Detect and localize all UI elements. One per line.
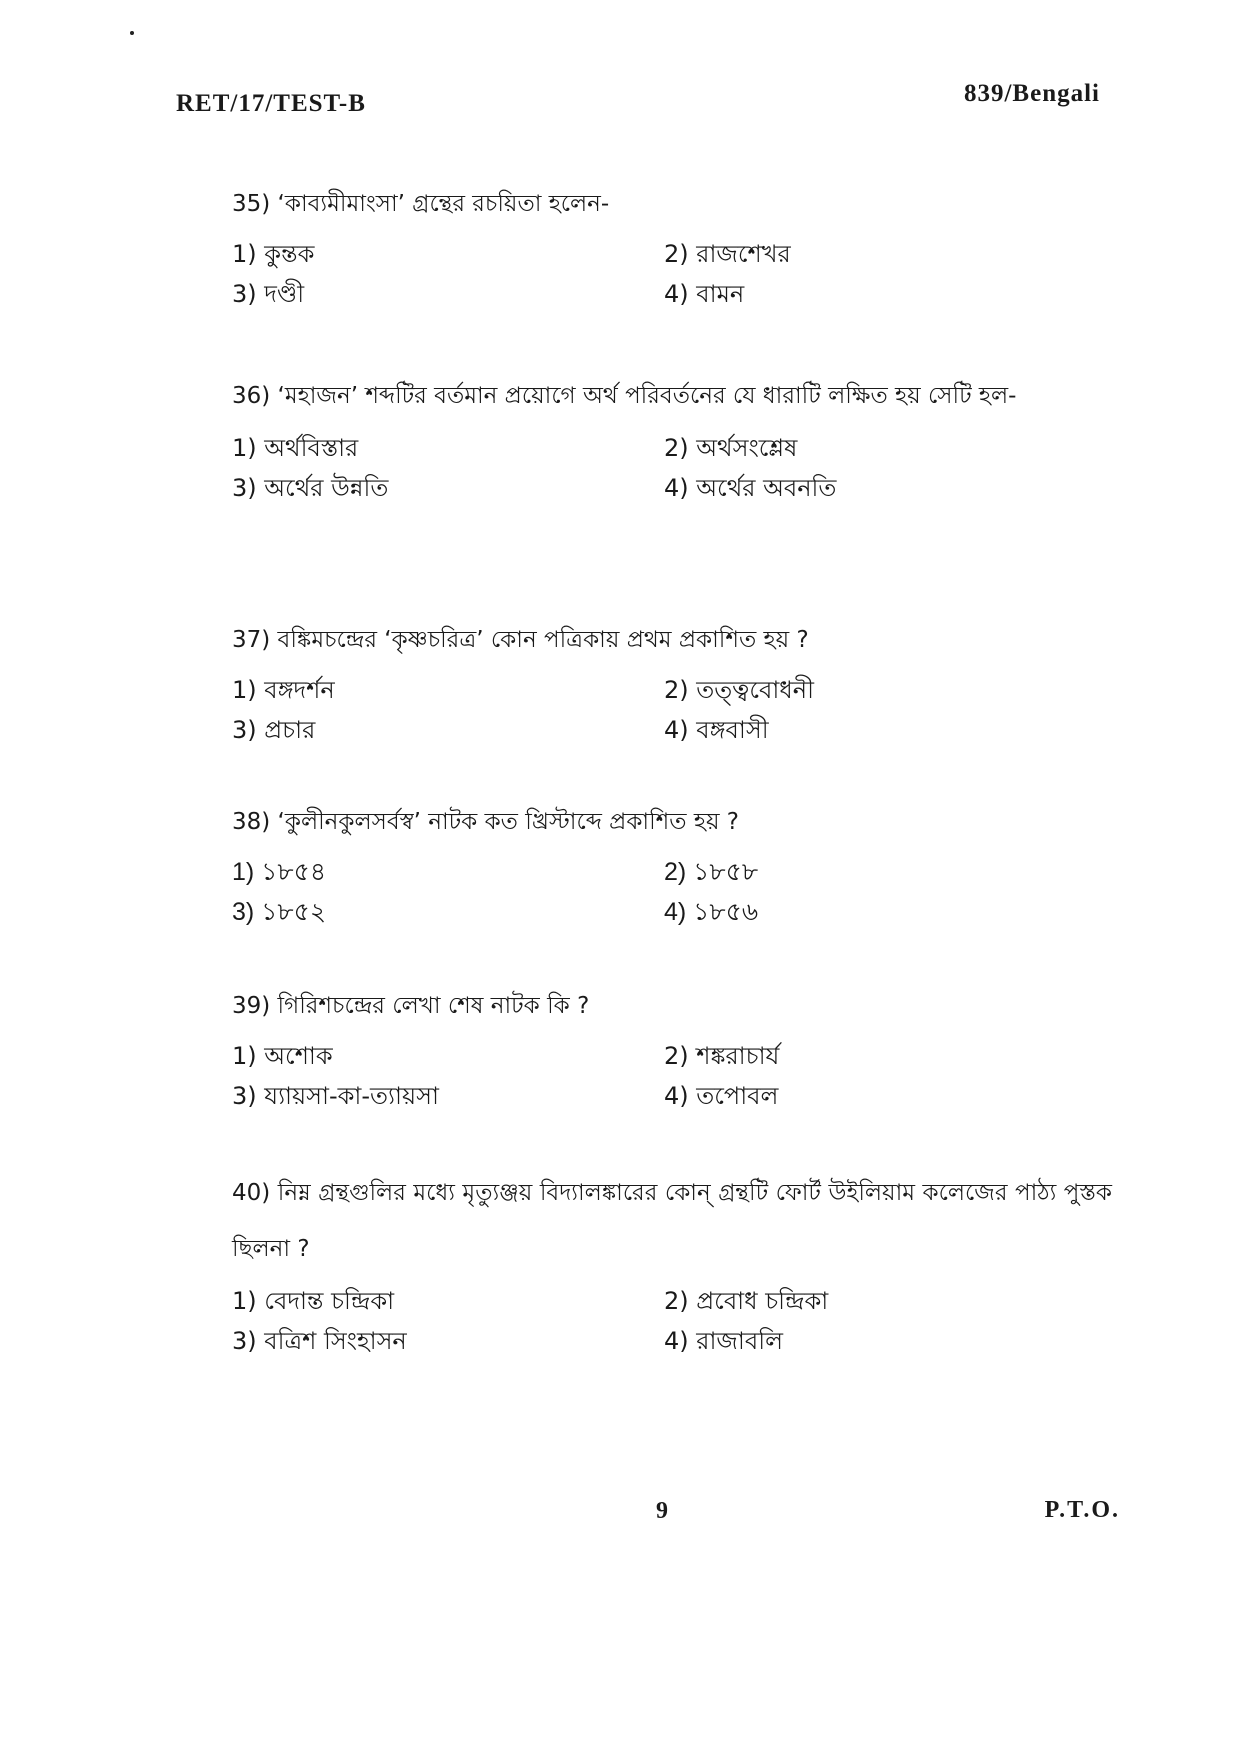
question-38 — [232, 806, 1112, 928]
question-35 — [232, 188, 1112, 310]
option-1: 1) বেদান্ত চন্দ্রিকা — [232, 1287, 395, 1315]
pto-note: P.T.O. — [1044, 1497, 1120, 1523]
option-3: 3) ১৮৫২ — [232, 898, 327, 926]
question-39 — [232, 990, 1112, 1112]
option-1: 1) ১৮৫৪ — [232, 858, 327, 886]
option-2: 2) শঙ্করাচার্য — [664, 1042, 780, 1070]
option-4: 4) রাজাবলি — [664, 1327, 783, 1355]
option-1: 1) বঙ্গদর্শন — [232, 676, 335, 704]
option-2: 2) অর্থসংশ্লেষ — [664, 434, 798, 462]
question-stem: 38) ‘কুলীনকুলসর্বস্ব’ নাটক কত খ্রিস্টাব্দে প্রকাশিত হয় ? — [232, 809, 740, 835]
options-grid — [232, 674, 1112, 746]
question-40 — [232, 1165, 1112, 1357]
question-stem: 35) ‘কাব্যমীমাংসা’ গ্রন্থের রচয়িতা হলেন- — [232, 191, 610, 217]
option-1: 1) কুন্তক — [232, 240, 315, 268]
scan-dot — [130, 31, 134, 35]
question-36 — [232, 368, 1112, 504]
options-grid — [232, 432, 1112, 504]
option-4: 4) বঙ্গবাসী — [664, 716, 769, 744]
paper-code: RET/17/TEST-B — [176, 90, 366, 117]
option-4: 4) অর্থের অবনতি — [664, 474, 837, 502]
option-2: 2) তত্ত্ববোধনী — [664, 676, 814, 704]
option-3: 3) দণ্ডী — [232, 280, 305, 308]
question-stem: 36) ‘মহাজন’ শব্দটির বর্তমান প্রয়োগে অর্থ পরিবর্তনের যে ধারাটি লক্ষিত হয় সেটি হল- — [232, 383, 1017, 409]
options-grid — [232, 1285, 1112, 1357]
question-stem: 37) বঙ্কিমচন্দ্রের ‘কৃষ্ণচরিত্র’ কোন পত্রিকায় প্রথম প্রকাশিত হয় ? — [232, 627, 809, 653]
subject-code: 839/Bengali — [963, 80, 1100, 107]
options-grid — [232, 856, 1112, 928]
page-number: 9 — [656, 1498, 668, 1524]
question-stem: 39) গিরিশচন্দ্রের লেখা শেষ নাটক কি ? — [232, 993, 590, 1019]
option-4: 4) ১৮৫৬ — [664, 898, 759, 926]
option-3: 3) প্রচার — [232, 716, 316, 744]
option-1: 1) অশোক — [232, 1042, 333, 1070]
option-3: 3) য্যায়সা-কা-ত্যায়সা — [232, 1082, 439, 1110]
option-3: 3) অর্থের উন্নতি — [232, 474, 389, 502]
option-4: 4) তপোবল — [664, 1082, 779, 1110]
option-3: 3) বত্রিশ সিংহাসন — [232, 1327, 407, 1355]
option-2: 2) রাজশেখর — [664, 240, 791, 268]
question-37 — [232, 624, 1112, 746]
option-2: 2) ১৮৫৮ — [664, 858, 759, 886]
question-stem: 40) নিম্ন গ্রন্থগুলির মধ্যে মৃত্যুঞ্জয় বিদ্যালঙ্কারের কোন্ গ্রন্থটি ফোর্ট উইলিয়াম কলেজের পাঠ্য পুস্তক ছিলনা ? — [232, 1180, 1112, 1262]
options-grid — [232, 1040, 1112, 1112]
option-1: 1) অর্থবিস্তার — [232, 434, 359, 462]
option-4: 4) বামন — [664, 280, 745, 308]
option-2: 2) প্রবোধ চন্দ্রিকা — [664, 1287, 829, 1315]
options-grid — [232, 238, 1112, 310]
